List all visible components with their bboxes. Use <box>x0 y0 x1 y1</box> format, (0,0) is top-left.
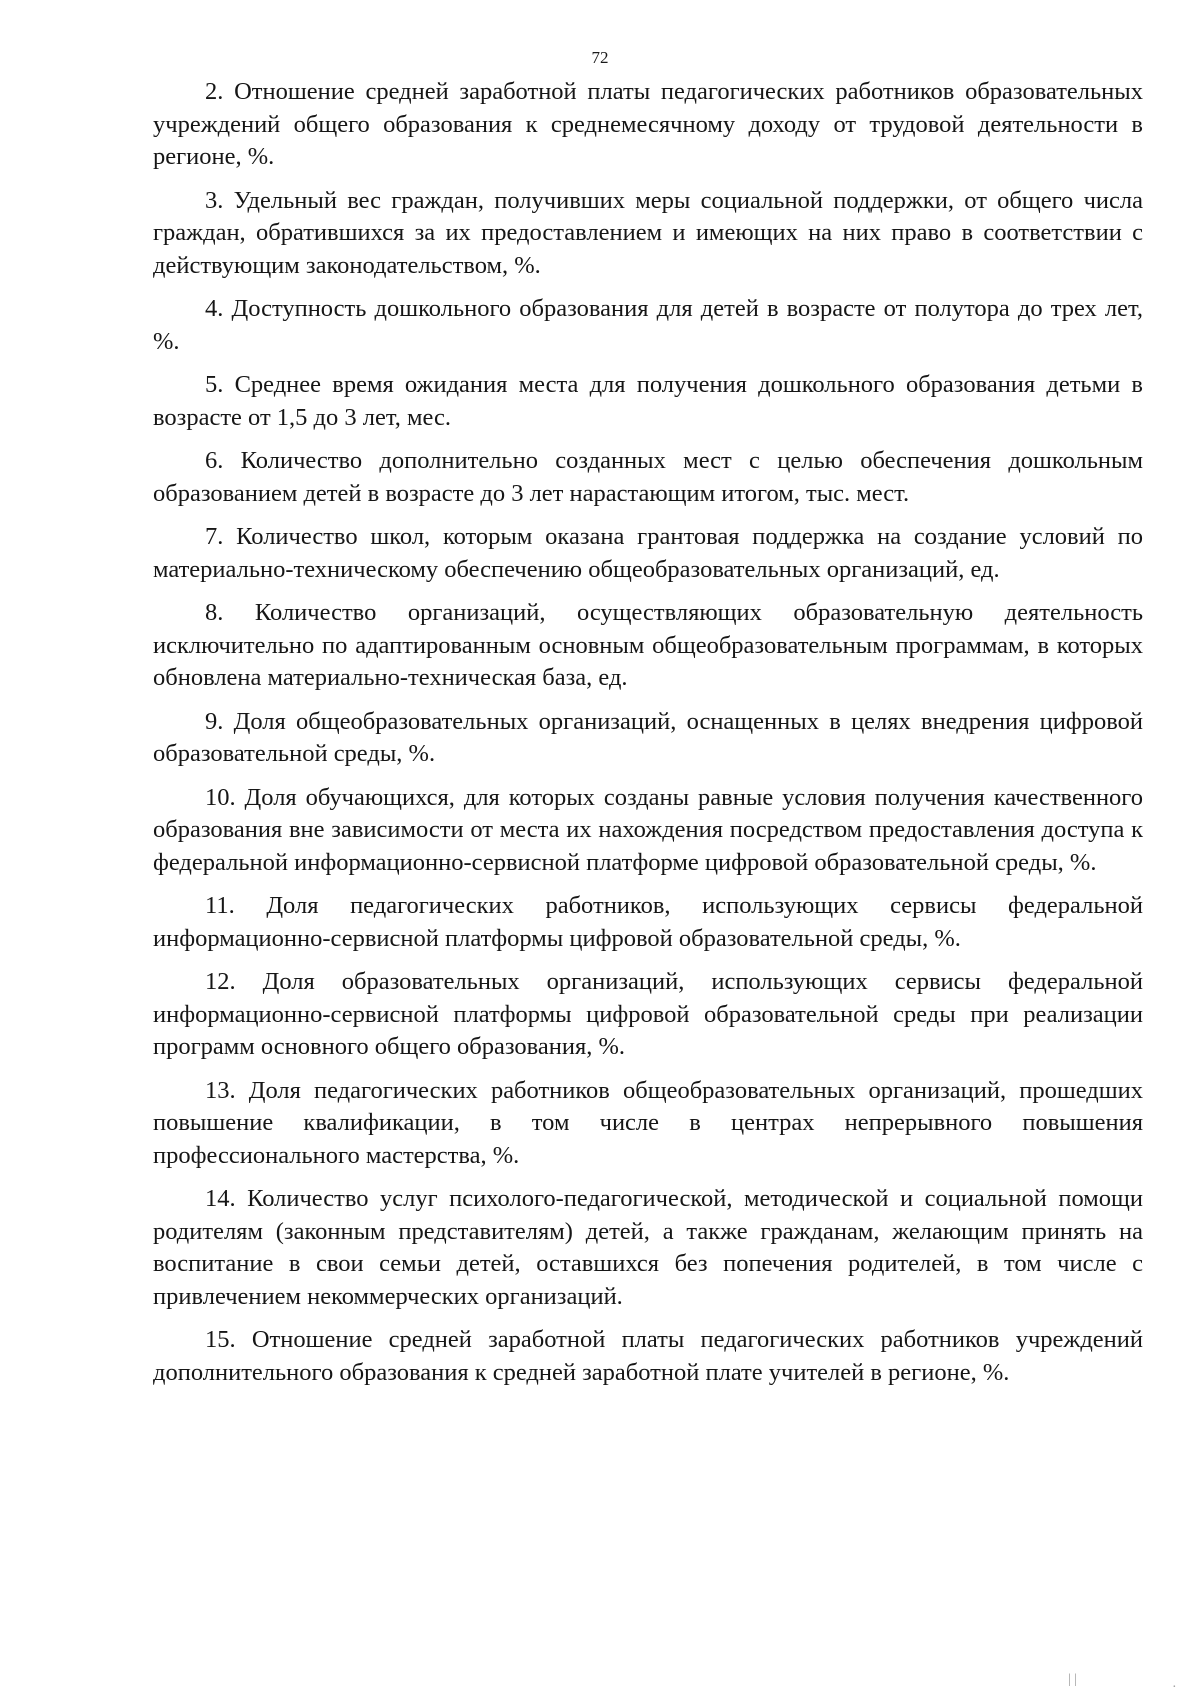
list-item-3: 3. Удельный вес граждан, получивших меры социальной поддержки, от общего числа граждан, обратившихся за их предоставлением и имеющих на них право в соответствии с действующим законодательством, %. <box>153 186 1143 279</box>
list-item-13: 13. Доля педагогических работников общеобразовательных организаций, прошедших повышение квалификации, в том числе в центрах непрерывного повышения профессионального мастерства, %. <box>153 1076 1143 1169</box>
list-item-12: 12. Доля образовательных организаций, использующих сервисы федеральной информационно-сервисной платформы цифровой образовательной среды при реализации программ основного общего образования, %. <box>153 968 1143 1060</box>
list-item-14: 14. Количество услуг психолого-педагогической, методической и социальной помощи родителям (законным представителям) детей, а также гражданам, желающим принять на воспитание в свои семьи детей, оставшихся без попечения родителей, в том числе с привлечением некоммерческих организаций. <box>153 1185 1143 1310</box>
document-body <box>153 76 1143 1400</box>
list-item-5: 5. Среднее время ожидания места для получения дошкольного образования детьми в возрасте от 1,5 до 3 лет, мес. <box>153 371 1143 431</box>
list-item-2: 2. Отношение средней заработной платы педагогических работников образовательных учреждений общего образования к среднемесячному доходу от трудовой деятельности в регионе, %. <box>153 78 1143 170</box>
list-item-4: 4. Доступность дошкольного образования для детей в возрасте от полутора до трех лет, %. <box>153 295 1143 355</box>
list-item-8: 8. Количество организаций, осуществляющих образовательную деятельность исключительно по адаптированным основным общеобразовательным программам, в которых обновлена материально-техническая база, ед. <box>153 599 1143 691</box>
list-item-6: 6. Количество дополнительно созданных мест с целью обеспечения дошкольным образованием детей в возрасте до 3 лет нарастающим итогом, тыс. мест. <box>153 447 1143 507</box>
scan-artifact: · <box>1172 1680 1177 1695</box>
list-item-9: 9. Доля общеобразовательных организаций, оснащенных в целях внедрения цифровой образовательной среды, %. <box>153 707 1143 767</box>
list-item-10: 10. Доля обучающихся, для которых созданы равные условия получения качественного образования вне зависимости от места их нахождения посредством предоставления доступа к федеральной информационно-сервисной платформе цифровой образовательной среды, %. <box>153 783 1143 876</box>
list-item-15: 15. Отношение средней заработной платы педагогических работников учреждений дополнительного образования к средней заработной плате учителей в регионе, %. <box>153 1326 1143 1386</box>
scan-artifact: | | <box>1068 1672 1078 1687</box>
list-item-7: 7. Количество школ, которым оказана грантовая поддержка на создание условий по материально-техническому обеспечению общеобразовательных организаций, ед. <box>153 523 1143 583</box>
list-item-11: 11. Доля педагогических работников, использующих сервисы федеральной информационно-сервисной платформы цифровой образовательной среды, %. <box>153 892 1143 952</box>
page-number: 72 <box>591 48 609 67</box>
